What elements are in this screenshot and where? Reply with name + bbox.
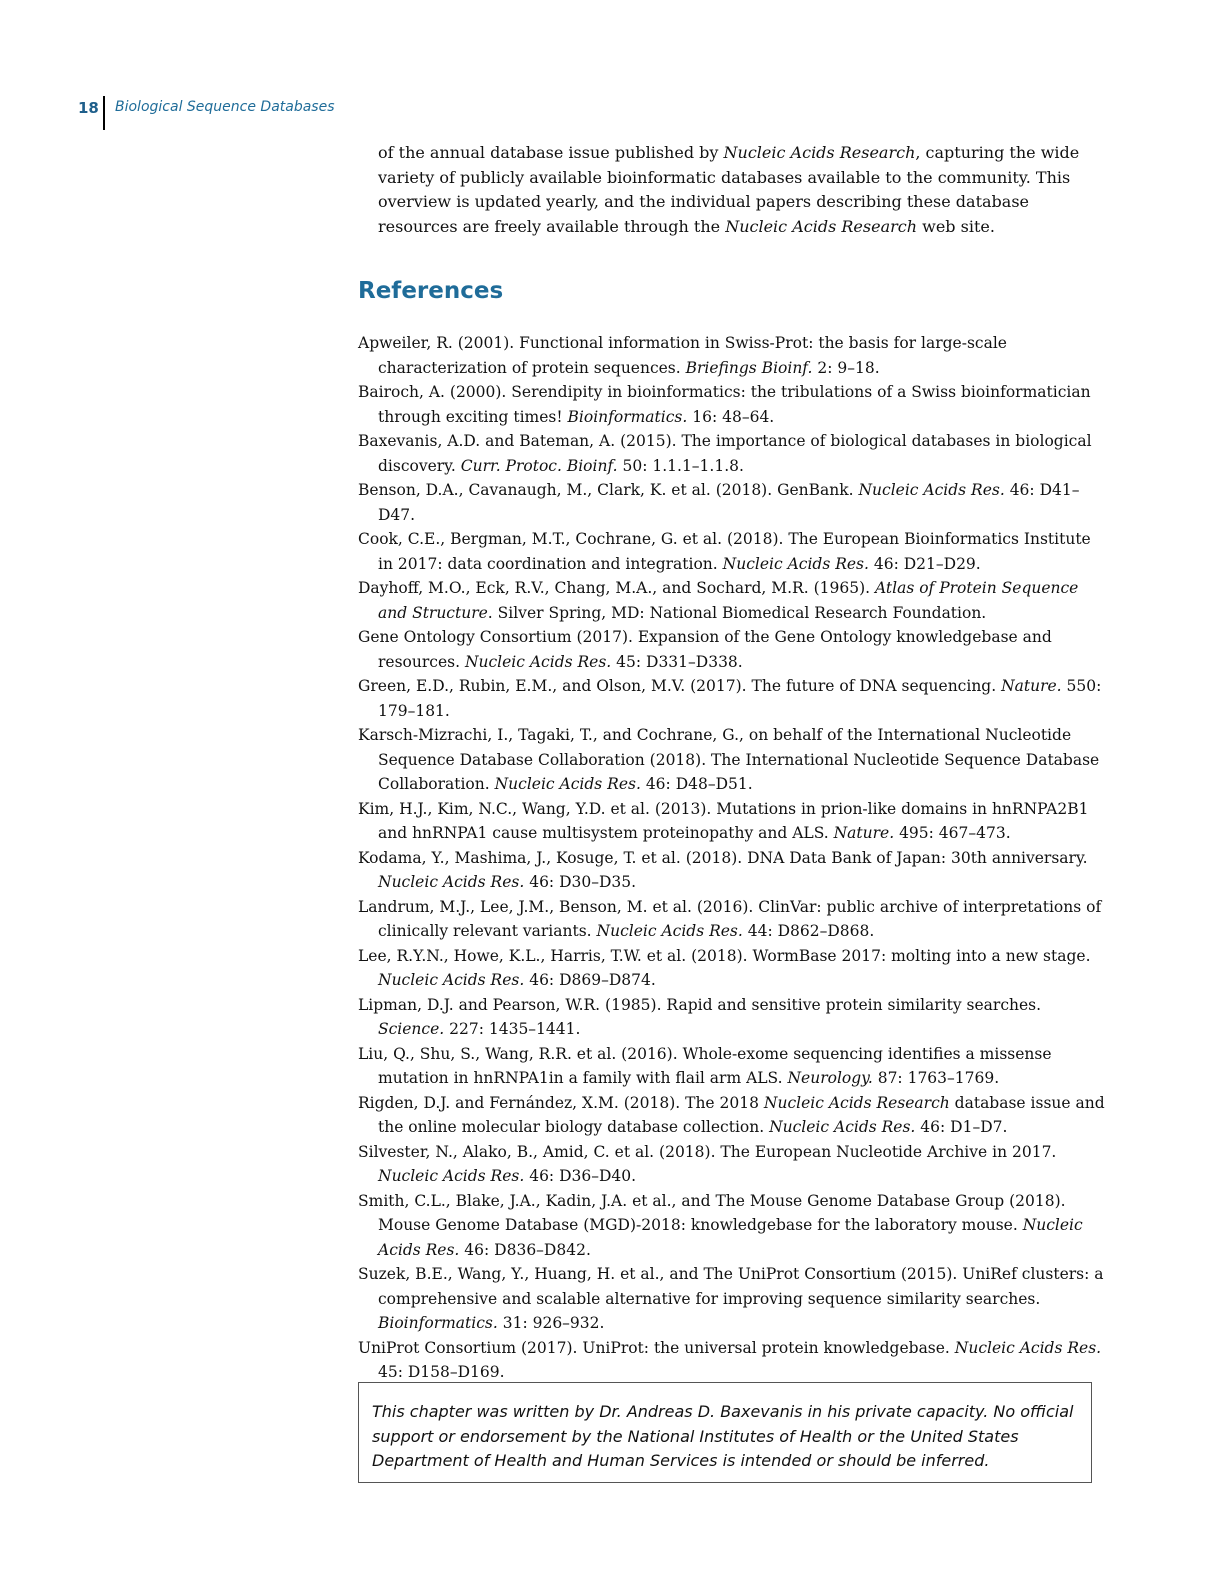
references-heading: References: [358, 278, 504, 304]
reference-text: Lee, R.Y.N., Howe, K.L., Harris, T.W. et al. (2018). WormBase 2017: molting into a new stage.: [358, 946, 1091, 965]
reference-journal: Nucleic Acids Res.: [596, 922, 743, 940]
reference-text: Cook, C.E., Bergman, M.T., Cochrane, G. et al. (2018). The European Bioinformatics Institute in 2017: data coordination and integration.: [358, 530, 1091, 573]
reference-details: 46: D48–D51.: [640, 775, 753, 793]
reference-journal: Atlas of Protein Sequence and Structure: [378, 579, 1079, 622]
reference-journal: Nucleic Acids Res.: [954, 1338, 1102, 1357]
reference-details: 2: 9–18.: [812, 358, 880, 377]
reference-text: Kodama, Y., Mashima, J., Kosuge, T. et al. (2018). DNA Data Bank of Japan: 30th anniversary.: [358, 848, 1088, 867]
reference-details: 46: D36–D40.: [524, 1167, 637, 1185]
reference-journal: Curr. Protoc. Bioinf.: [460, 456, 618, 475]
reference-details: 16: 48–64.: [687, 407, 775, 426]
reference-text: Gene Ontology Consortium (2017). Expansion of the Gene Ontology knowledgebase and resources.: [358, 628, 1052, 671]
reference-journal: Nucleic Acids Res.: [378, 1216, 1083, 1259]
page-number: 18: [78, 99, 99, 117]
reference-details: 45: D331–D338.: [611, 652, 743, 671]
reference-journal: Nucleic Acids Res.: [494, 775, 641, 793]
reference-item: [358, 895, 1106, 944]
reference-item: [358, 1262, 1106, 1336]
reference-details: 46: D1–D7.: [915, 1118, 1008, 1136]
reference-journal: Nature.: [833, 824, 895, 842]
reference-item: [358, 331, 1106, 380]
reference-details: 227: 1435–1441.: [444, 1020, 581, 1038]
reference-details: 50: 1.1.1–1.1.8.: [617, 456, 744, 475]
reference-item: [358, 429, 1106, 478]
reference-item: [358, 527, 1106, 576]
reference-item: [358, 846, 1106, 895]
reference-text: Suzek, B.E., Wang, Y., Huang, H. et al., and The UniProt Consortium (2015). UniRef clusters: a comprehensive and scalable alternative for improving sequence similarity searches.: [358, 1265, 1104, 1308]
reference-text: Apweiler, R. (2001). Functional information in Swiss-Prot: the basis for large-scale characterization of protein sequences.: [358, 334, 1007, 377]
reference-details: 87: 1763–1769.: [872, 1069, 1000, 1087]
reference-text: Liu, Q., Shu, S., Wang, R.R. et al. (2016). Whole-exome sequencing identifies a missense mutation in hnRNPA1in a family with flail arm ALS.: [358, 1044, 1052, 1087]
reference-details: . Silver Spring, MD: National Biomedical Research Foundation.: [487, 603, 987, 622]
reference-details: 495: 467–473.: [894, 824, 1011, 842]
reference-item: [358, 993, 1106, 1042]
reference-journal: Nucleic Acids Res.: [858, 481, 1005, 499]
reference-text: Bairoch, A. (2000). Serendipity in bioinformatics: the tribulations of a Swiss bioinformatician through exciting times!: [358, 383, 1091, 426]
reference-details: 46: D30–D35.: [524, 873, 637, 891]
reference-journal: Nucleic Acids Res.: [464, 652, 612, 671]
reference-item: [358, 576, 1106, 625]
reference-details: database issue and the online molecular biology database collection.: [378, 1093, 1105, 1136]
reference-text: Lipman, D.J. and Pearson, W.R. (1985). Rapid and sensitive protein similarity searches.: [358, 995, 1042, 1014]
reference-journal: Nucleic Acids Res.: [769, 1118, 916, 1136]
reference-text: Rigden, D.J. and Fernández, X.M. (2018). The 2018: [358, 1093, 764, 1112]
running-head-divider: [103, 96, 105, 130]
running-head-title: Biological Sequence Databases: [115, 99, 335, 115]
reference-details: 550: 179–181.: [378, 677, 1102, 720]
intro-journal-name: Nucleic Acids Research: [723, 143, 916, 162]
reference-journal: Bioinformatics.: [378, 1314, 498, 1332]
reference-item: [358, 478, 1106, 527]
reference-text: Silvester, N., Alako, B., Amid, C. et al. (2018). The European Nucleotide Archive in 2017.: [358, 1142, 1057, 1161]
reference-list: [358, 331, 1106, 1385]
disclaimer-text: This chapter was written by Dr. Andreas D. Baxevanis in his private capacity. No official support or endorsement by the National Institutes of Health or the United States Department of Health and Human Services is intended or should be inferred.: [372, 1402, 1074, 1470]
reference-details: 31: 926–932.: [497, 1314, 605, 1332]
reference-details: 46: D869–D874.: [524, 971, 656, 989]
intro-paragraph: [378, 141, 1108, 239]
reference-item: [358, 1091, 1106, 1140]
reference-item: [358, 674, 1106, 723]
reference-journal: Nucleic Acids Research: [763, 1093, 950, 1112]
reference-details: 46: D21–D29.: [868, 554, 981, 573]
reference-text: UniProt Consortium (2017). UniProt: the universal protein knowledgebase.: [358, 1338, 955, 1357]
reference-text: Dayhoff, M.O., Eck, R.V., Chang, M.A., and Sochard, M.R. (1965).: [358, 579, 875, 597]
reference-text: Benson, D.A., Cavanaugh, M., Clark, K. et al. (2018). GenBank.: [358, 481, 859, 499]
reference-journal: Science.: [378, 1020, 445, 1038]
reference-journal: Neurology.: [787, 1069, 873, 1087]
reference-text: Baxevanis, A.D. and Bateman, A. (2015). The importance of biological databases in biological discovery.: [358, 432, 1092, 475]
reference-item: [358, 1336, 1106, 1385]
disclaimer-box: [358, 1382, 1092, 1483]
reference-journal: Nucleic Acids Res.: [722, 554, 869, 573]
intro-text: [378, 141, 1108, 239]
reference-journal: Nucleic Acids Res.: [378, 873, 525, 891]
intro-journal-name: Nucleic Acids Research: [725, 216, 918, 236]
reference-item: [358, 625, 1106, 674]
intro-text-part: web site.: [917, 216, 995, 236]
reference-item: [358, 380, 1106, 429]
reference-item: [358, 797, 1106, 846]
reference-details: 44: D862–D868.: [742, 922, 875, 940]
reference-journal: Nature.: [1001, 677, 1062, 695]
reference-text: Kim, H.J., Kim, N.C., Wang, Y.D. et al. (2013). Mutations in prion-like domains in hnRNPA2B1 and hnRNPA1 cause multisystem proteinopathy and ALS.: [358, 799, 1089, 842]
reference-item: [358, 944, 1106, 993]
reference-item: [358, 1042, 1106, 1091]
reference-text: Green, E.D., Rubin, E.M., and Olson, M.V. (2017). The future of DNA sequencing.: [358, 677, 1002, 695]
reference-text: Karsch-Mizrachi, I., Tagaki, T., and Cochrane, G., on behalf of the International Nucleotide Sequence Database Collaboration (2018). The International Nucleotide Sequence Database Collaboration.: [358, 726, 1100, 793]
intro-text-part: of the annual database issue published by: [378, 143, 724, 162]
reference-item: [358, 723, 1106, 797]
reference-details: 46: D41–D47.: [378, 481, 1080, 524]
reference-journal: Bioinformatics.: [567, 407, 688, 426]
intro-text-part: , capturing the wide variety of publicly available bioinformatic databases available to the community. This overview is updated yearly, and the individual papers describing these database resources are freely available through the: [378, 143, 1080, 236]
reference-item: [358, 1140, 1106, 1189]
reference-details: 45: D158–D169.: [378, 1363, 505, 1381]
reference-text: Landrum, M.J., Lee, J.M., Benson, M. et al. (2016). ClinVar: public archive of interpretations of clinically relevant variants.: [358, 897, 1102, 940]
reference-details: 46: D836–D842.: [459, 1240, 591, 1259]
reference-journal: Nucleic Acids Res.: [378, 1167, 525, 1185]
reference-journal: Nucleic Acids Res.: [378, 971, 525, 989]
reference-item: [358, 1189, 1106, 1263]
reference-text: Smith, C.L., Blake, J.A., Kadin, J.A. et al., and The Mouse Genome Database Group (2018). Mouse Genome Database (MGD)-2018: knowledgebase for the laboratory mouse.: [358, 1191, 1066, 1234]
reference-journal: Briefings Bioinf.: [685, 358, 813, 377]
